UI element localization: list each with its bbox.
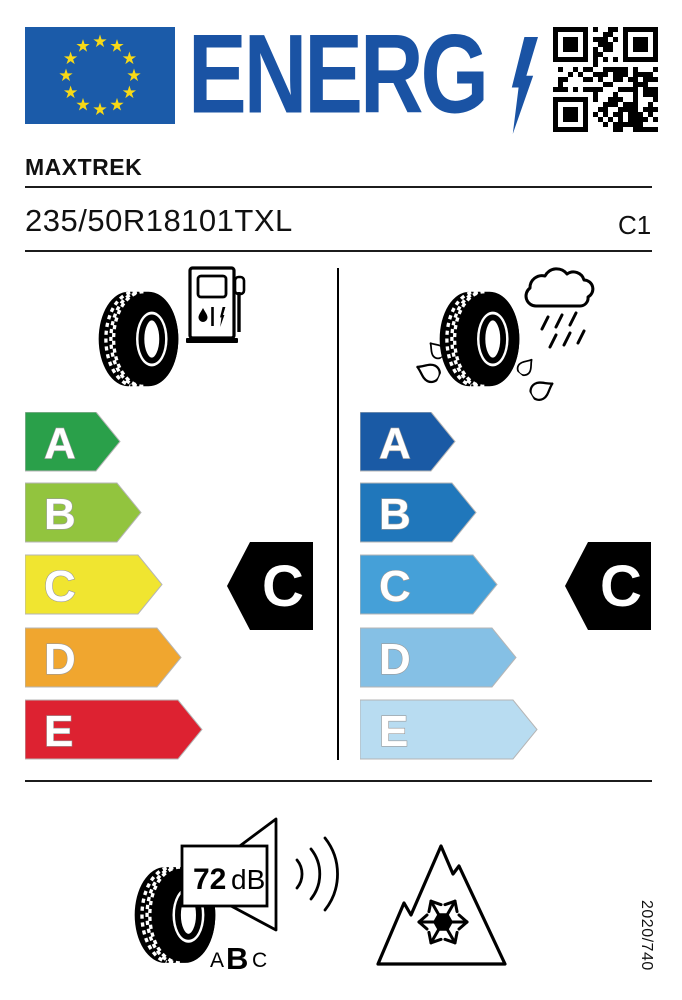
sound-waves-icon [297,838,338,910]
wet-grade-letter: D [379,635,411,684]
fuel-grade-letter: E [44,707,74,756]
energ-logo [188,10,486,138]
wet-grade-letter: B [379,490,411,539]
snowflake-mountain-icon [370,838,520,973]
wet-grade-letter: E [379,707,409,756]
wet-grip-scale [360,412,550,762]
fuel-pump-icon [186,268,244,343]
noise-class-a: A [210,949,225,972]
fuel-grade-row [25,412,120,471]
eu-flag-icon [25,27,175,124]
fuel-grade-letter: A [44,419,76,468]
fuel-grade-letter: B [44,490,76,539]
tire-class: C1 [618,210,652,240]
noise-class-c: C [252,949,268,972]
splash-drop-icon [414,359,443,385]
wet-grade-row [360,555,497,614]
wet-rating-badge [565,542,652,630]
noise-value: 72 [193,863,227,896]
tire-icon [440,292,520,387]
fuel-rating-badge [227,542,314,630]
fuel-grade-letter: C [44,562,76,611]
noise-unit: dB [231,864,266,895]
wet-rating-letter: C [600,554,642,619]
wet-grade-row [360,700,537,759]
wet-grip-icon [410,260,610,405]
noise-icon [125,810,355,990]
wet-grade-row [360,412,455,471]
divider-line [25,250,652,252]
wet-grade-row [360,483,476,542]
brand-name: MAXTREK [25,154,143,180]
divider-line [25,186,652,188]
fuel-grade-row [25,555,162,614]
wet-grade-letter: C [379,562,411,611]
center-divider [337,268,339,760]
splash-drop-icon [515,356,537,378]
tire-designation: 235/50R18101TXL [25,203,293,238]
fuel-grade-row [25,483,141,542]
lightning-bolt-icon [505,37,538,134]
fuel-grade-row [25,700,202,759]
fuel-efficiency-icon [90,262,255,402]
energ-logo-text: ENERG [188,10,486,138]
qr-code [553,27,658,132]
tire-icon [99,292,179,387]
divider-line [25,780,652,782]
fuel-grade-row [25,628,181,687]
wet-grade-letter: A [379,419,411,468]
rain-cloud-icon [526,269,593,347]
noise-class-b: B [226,941,249,976]
wet-grade-row [360,628,516,687]
regulation-number: 2020/740 [638,900,655,971]
splash-drop-icon [527,376,556,403]
fuel-grade-letter: D [44,635,76,684]
fuel-rating-letter: C [262,554,304,619]
fuel-efficiency-scale [25,412,215,762]
